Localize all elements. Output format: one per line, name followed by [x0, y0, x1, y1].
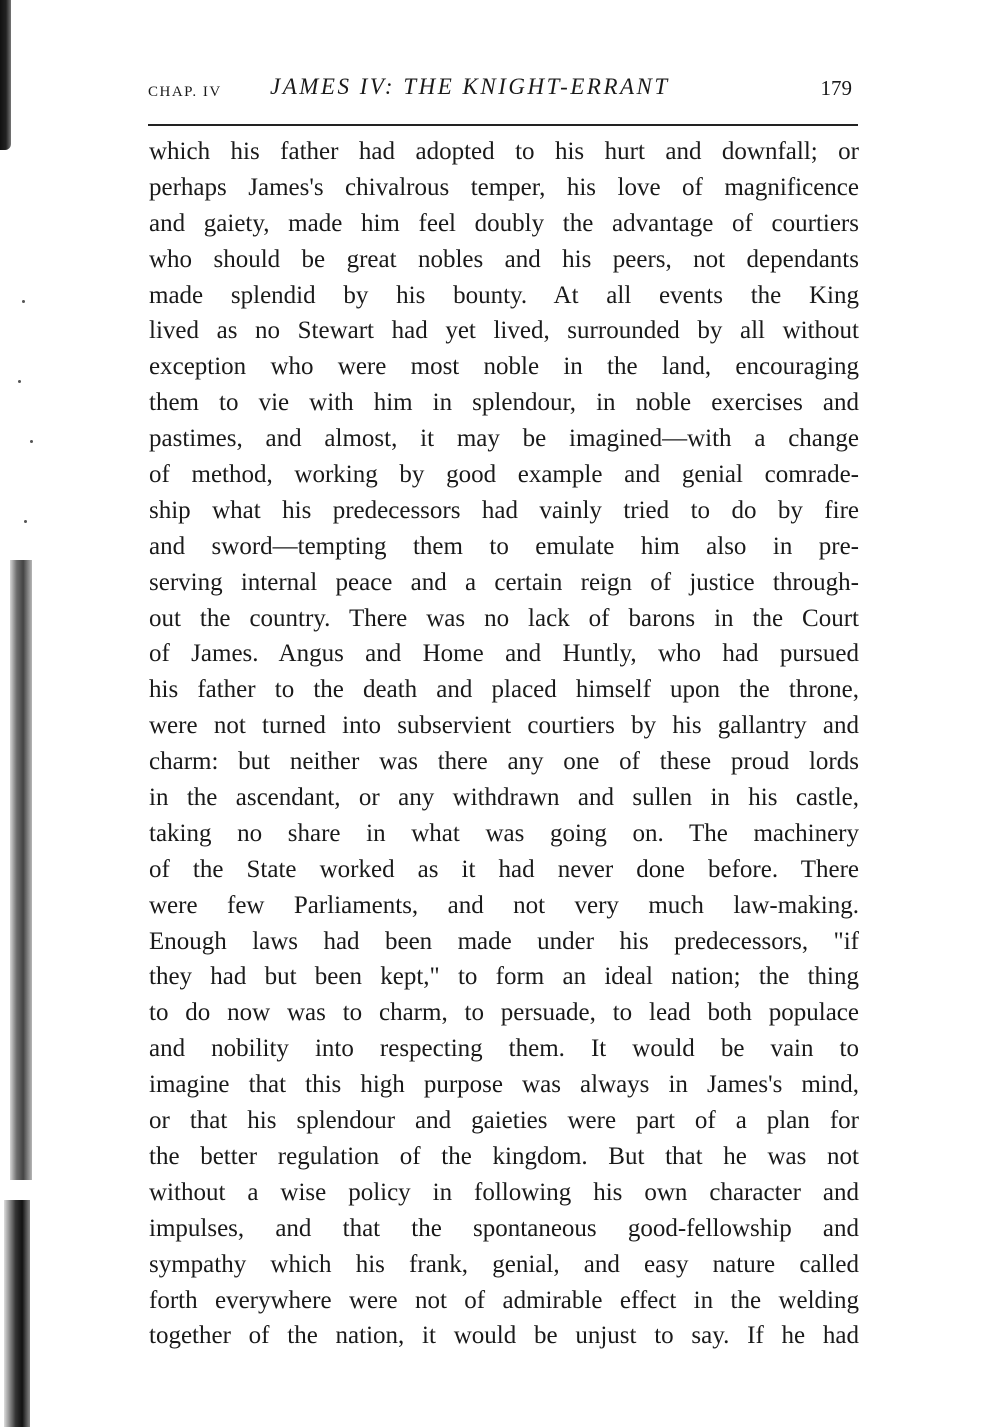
text-line: lived as no Stewart had yet lived, surrounded by all without: [149, 317, 859, 345]
binding-shadow-middle: [10, 560, 32, 1180]
running-header: [148, 74, 856, 110]
scan-speck: [18, 380, 21, 383]
text-line: exception who were most noble in the land, encouraging: [149, 353, 859, 381]
scan-speck: [24, 520, 27, 523]
text-line: or that his splendour and gaieties were part of a plan for: [149, 1107, 859, 1135]
text-line: sympathy which his frank, genial, and easy nature called: [149, 1250, 859, 1278]
text-line: made splendid by his bounty. At all events the King: [149, 281, 859, 309]
text-line: Enough laws had been made under his predecessors, "if: [149, 927, 859, 955]
text-line: to do now was to charm, to persuade, to lead both populace: [149, 999, 859, 1027]
header-rule: [148, 124, 858, 126]
text-line: charm: but neither was there any one of these proud lords: [149, 748, 859, 776]
chapter-label: CHAP. IV: [148, 84, 222, 100]
text-line: imagine that this high purpose was always in James's mind,: [149, 1071, 859, 1099]
text-line: who should be great nobles and his peers, not dependants: [149, 245, 859, 273]
scan-speck: [30, 440, 33, 443]
text-line: serving internal peace and a certain reign of justice through-: [149, 568, 859, 596]
text-line: the better regulation of the kingdom. But that he was not: [149, 1142, 859, 1170]
text-line: his father to the death and placed himself upon the throne,: [149, 676, 859, 704]
scanned-binding-edge: [0, 0, 40, 1427]
text-line: were few Parliaments, and not very much law-making.: [149, 891, 859, 919]
binding-shadow-bottom: [4, 1200, 30, 1427]
text-line: of James. Angus and Home and Huntly, who had pursued: [149, 640, 859, 668]
text-line: impulses, and that the spontaneous good-fellowship and: [149, 1214, 859, 1242]
scan-speck: [22, 300, 25, 303]
page-number: 179: [820, 76, 852, 100]
text-line: they had but been kept," to form an ideal nation; the thing: [149, 963, 859, 991]
text-line: forth everywhere were not of admirable effect in the welding: [149, 1286, 859, 1314]
binding-shadow-top: [0, 0, 11, 150]
body-text: [149, 134, 859, 1354]
text-line: and nobility into respecting them. It would be vain to: [149, 1035, 859, 1063]
text-line: them to vie with him in splendour, in noble exercises and: [149, 389, 859, 417]
text-line: and sword—tempting them to emulate him also in pre-: [149, 532, 859, 560]
text-line: without a wise policy in following his own character and: [149, 1178, 859, 1206]
text-line: pastimes, and almost, it may be imagined—with a change: [149, 425, 859, 453]
text-line: taking no share in what was going on. The machinery: [149, 819, 859, 847]
text-line: which his father had adopted to his hurt and downfall; or: [149, 138, 859, 165]
text-line: of method, working by good example and genial comrade-: [149, 461, 859, 489]
text-line: were not turned into subservient courtiers by his gallantry and: [149, 712, 859, 740]
text-line: perhaps James's chivalrous temper, his love of magnificence: [149, 173, 859, 201]
text-line: of the State worked as it had never done before. There: [149, 855, 859, 883]
text-line: ship what his predecessors had vainly tried to do by fire: [149, 496, 859, 524]
text-line: and gaiety, made him feel doubly the advantage of courtiers: [149, 209, 859, 237]
running-title: JAMES IV: THE KNIGHT-ERRANT: [270, 74, 670, 99]
text-line: in the ascendant, or any withdrawn and sullen in his castle,: [149, 784, 859, 812]
text-line: together of the nation, it would be unjust to say. If he had: [149, 1322, 859, 1350]
text-line: out the country. There was no lack of barons in the Court: [149, 604, 859, 632]
